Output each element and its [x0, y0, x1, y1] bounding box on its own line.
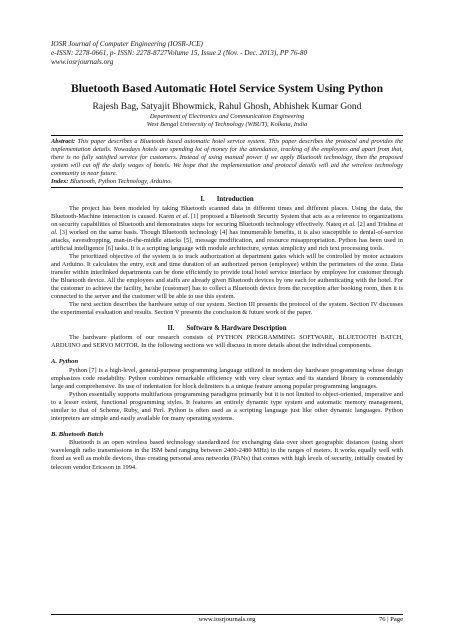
text-run: [2] and Trishna: [355, 220, 399, 228]
section-number: II.: [167, 325, 175, 333]
et-al: et al.: [51, 220, 403, 236]
journal-url[interactable]: www.iosrjournals.org: [51, 58, 114, 66]
section-title: Introduction: [216, 196, 254, 204]
section-title: Software & Hardware Description: [186, 325, 287, 333]
index-terms-line: [51, 178, 403, 186]
section-heading-hardware: [51, 325, 403, 334]
python-paragraph-1: Python [7] is a high-level, general-purpose programming language utilized in modern day hardware programming whose design emphasizes code readability. Python combines remarkable efficiency with very clear syntax and its standard library is commendably large and comprehensive. Its use of indentation for block delimiters is a unique feature among popular programming languages.: [51, 366, 403, 390]
abstract-box: [51, 135, 403, 188]
page-number: 76 | Page: [378, 616, 403, 623]
page-footer: [51, 614, 403, 625]
hardware-paragraph-1: The hardware platform of our research consists of PYTHON PROGRAMMING SOFTWARE, BLUETOOTH BATCH, ARDUINO and SERVO MOTOR. In the following sections we will discuss in more details about the individual components.: [51, 333, 403, 349]
footer-url[interactable]: www.iosrjournals.org: [198, 616, 256, 623]
bluetooth-paragraph-1: Bluetooth is an open wireless based technology standardized for exchanging data over short geographic distances (using short wavelength radio transmissions in the ISM band ranging between 2400-2480 MHz) in the ranges of meters. It works equally well with fixed as well as mobile devices, thus creating personal area networks (PANs) that comes with high levels of security, initially created by telecom vendor Ericsson in 1994.: [51, 439, 403, 471]
journal-issn: e-ISSN: 2278-0661, p- ISSN: 2278-8727Volume 15, Issue 2 (Nov. - Dec. 2013), PP 76-80: [51, 49, 308, 57]
intro-paragraph-1: [51, 205, 403, 253]
index-terms: Bluetooth, Python Technology, Arduino.: [70, 178, 173, 186]
affiliation-department: Department of Electronics and Communication Engineering: [149, 113, 305, 120]
subsection-heading-python: A. Python: [51, 358, 79, 366]
text-run: [3] worked on the same basis. Though Bluetooth technology [4] has innumerable benefits, it is also susceptible to denial-of-service attacks, eavesdropping, man-in-the-middle attacks [5], message modification, and resource misappropriation. Python has been used in artificial intelligence [6] tasks. It is a scripting language with module architecture, syntax simplicity and rich text processing tools.: [51, 228, 403, 253]
intro-paragraph-2: The prioritized objective of the system is to track authorization at department gates which will be controlled by motor actuators and Arduino. It calculates the entry, exit and time duration of an authorized person (employee) within the perimeters of the zone. Data transfer within interlinked departments can be done efficiently to provide total hotel service interface by employee for customer through the Bluetooth device. All the employees and staffs are already given Bluetooth devices by one each for authenticating with the hotel. For the customer to achieve the facility, he/she (customer) has to collect a Bluetooth device from the reception after booking room, then it is connected to the server and the customer will be able to use this system.: [51, 253, 403, 301]
paper-authors: Rajesh Bag, Satyajit Bhowmick, Rahul Ghosh, Abhishek Kumar Gond: [92, 102, 362, 112]
abstract-label: Abstract:: [51, 138, 76, 145]
paper-title: Bluetooth Based Automatic Hotel Service System Using Python: [70, 82, 384, 95]
subsection-heading-bluetooth: B. Bluetooth Batch: [51, 430, 104, 438]
abstract-paragraph: [51, 138, 403, 178]
python-paragraph-2: Python essentially supports multifarious programming paradigms primarily but it is not limited to object-oriented, imperative and to a lesser extent, functional programming styles. It features an entirely dynamic type system and automatic memory management, similar to that of Scheme, Ruby, and Perl. Python is often used as a scripting language just like other dynamic languages. Python interpreters are simple and easily available for many operating systems.: [51, 390, 403, 422]
abstract-text: This paper describes a Bluetooth based automatic hotel service system. This paper describes the protocol and provides the implementation details. Nowadays hotels are spending lot of money for the attendance, tracking of the employees and apart from that, there is no fully satisfied service for customers. Instead of using manual power if we apply Bluetooth technology, then the proposed system will cut off the daily wages of hotels. We hope that the implementation and protocol details will aid the wireless technology community in near future.: [51, 138, 403, 178]
affiliation-university: West Bengal University of Technology (WBUT), Kolkata, India: [146, 121, 308, 128]
journal-header: [51, 40, 403, 67]
et-al: et al.: [342, 220, 356, 228]
section-number: I.: [200, 196, 205, 204]
text-run: [1] proposed a Bluetooth Security System that acts as a reference to organizations on security capabilities of Bluetooth and demonstrates steps for securing Bluetooth technology effectively. Nateq: [51, 212, 403, 228]
section-heading-introduction: [51, 196, 403, 205]
text-run: The project has been modeled by taking Bluetooth scanned data in different times and different places. Using the data, the Bluetooth-Machine interaction is caused. Karen: [51, 204, 403, 220]
et-al: et al.: [176, 212, 190, 220]
journal-name: IOSR Journal of Computer Engineering (IOSR-JCE): [51, 40, 203, 48]
intro-paragraph-3: The next section describes the hardware setup of our system. Section III presents the protocol of the system. Section IV discusses the experimental evaluation and results. Section V presents the conclusion & future work of the paper.: [51, 301, 403, 317]
index-label: Index:: [51, 178, 69, 186]
